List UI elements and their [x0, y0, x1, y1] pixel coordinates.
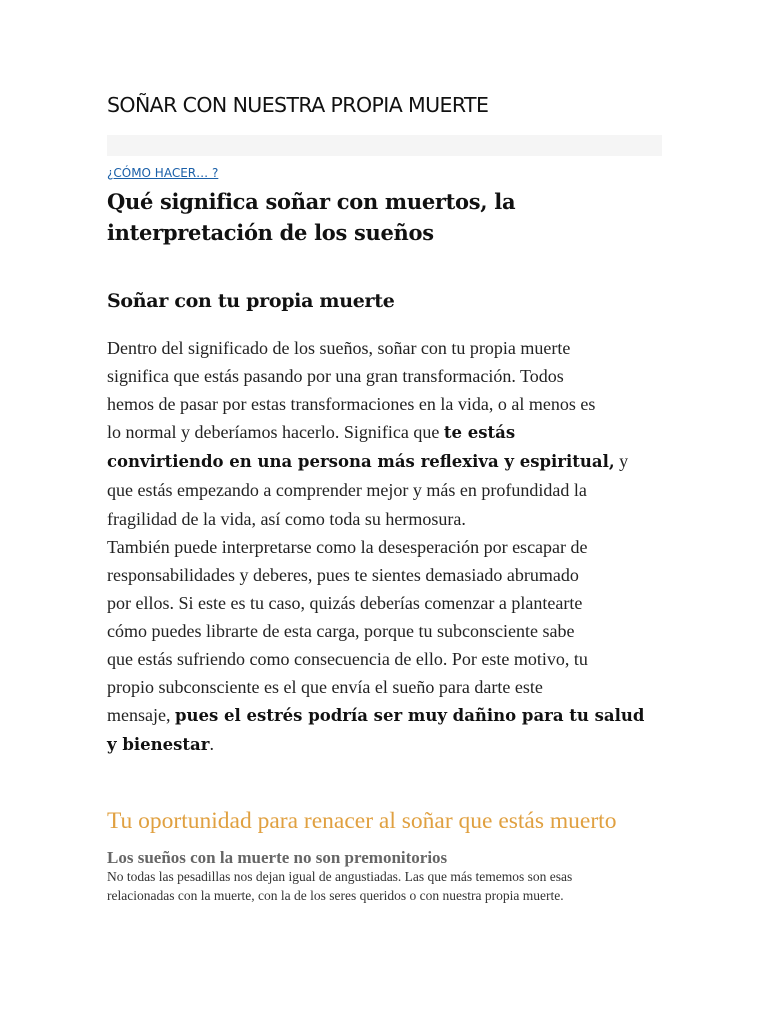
- body-line: que estás empezando a comprender mejor y más en profundidad la: [107, 480, 587, 501]
- body-text-plain: .: [209, 734, 214, 755]
- intro-paragraph: [107, 867, 663, 905]
- body-text-plain: mensaje,: [107, 705, 175, 726]
- section-subheading: Soñar con tu propia muerte: [107, 290, 395, 312]
- headline-line: interpretación de los sueños: [107, 220, 434, 245]
- body-text-bold: pues el estrés podría ser muy dañino para tu salud: [174, 706, 645, 726]
- article-body: [107, 334, 663, 759]
- headline-line: Qué significa soñar con muertos, la: [107, 189, 516, 214]
- separator-band: [107, 135, 662, 156]
- body-line: por ellos. Si este es tu caso, quizás deberías comenzar a plantearte: [107, 592, 583, 613]
- document-title: SOÑAR CON NUESTRA PROPIA MUERTE: [107, 93, 489, 117]
- gray-subheading: Los sueños con la muerte no son premonitorios: [107, 848, 448, 867]
- body-text-bold: y bienestar: [107, 735, 210, 755]
- body-line: fragilidad de la vida, así como toda su hermosura.: [107, 508, 466, 529]
- body-line: [107, 447, 663, 476]
- body-text-plain: lo normal y deberíamos hacerlo. Significa que: [107, 422, 444, 443]
- article-headline: [107, 186, 663, 248]
- orange-section-heading: Tu oportunidad para renacer al soñar que estás muerto: [107, 808, 617, 834]
- small-text-line: No todas las pesadillas nos dejan igual de angustiadas. Las que más tememos son esas: [107, 869, 573, 884]
- body-line: responsabilidades y deberes, pues te sientes demasiado abrumado: [107, 564, 579, 585]
- body-text-bold: te estás: [443, 423, 516, 443]
- body-text-bold: convirtiendo en una persona más reflexiva y espiritual,: [107, 452, 615, 472]
- body-line: [107, 418, 663, 447]
- body-line: hemos de pasar por estas transformaciones en la vida, o al menos es: [107, 394, 596, 415]
- category-link[interactable]: ¿CÓMO HACER… ?: [107, 166, 219, 180]
- body-line: [107, 730, 663, 759]
- small-text-line: relacionadas con la muerte, con la de los seres queridos o con nuestra propia muerte.: [107, 888, 564, 903]
- body-line: significa que estás pasando por una gran transformación. Todos: [107, 366, 564, 387]
- body-line: [107, 701, 663, 730]
- body-line: cómo puedes librarte de esta carga, porque tu subconsciente sabe: [107, 620, 575, 641]
- body-line: También puede interpretarse como la desesperación por escapar de: [107, 536, 588, 557]
- body-line: propio subconsciente es el que envía el sueño para darte este: [107, 677, 543, 698]
- body-line: Dentro del significado de los sueños, soñar con tu propia muerte: [107, 338, 571, 358]
- body-line: que estás sufriendo como consecuencia de ello. Por este motivo, tu: [107, 649, 588, 670]
- body-text-plain: y: [614, 451, 629, 472]
